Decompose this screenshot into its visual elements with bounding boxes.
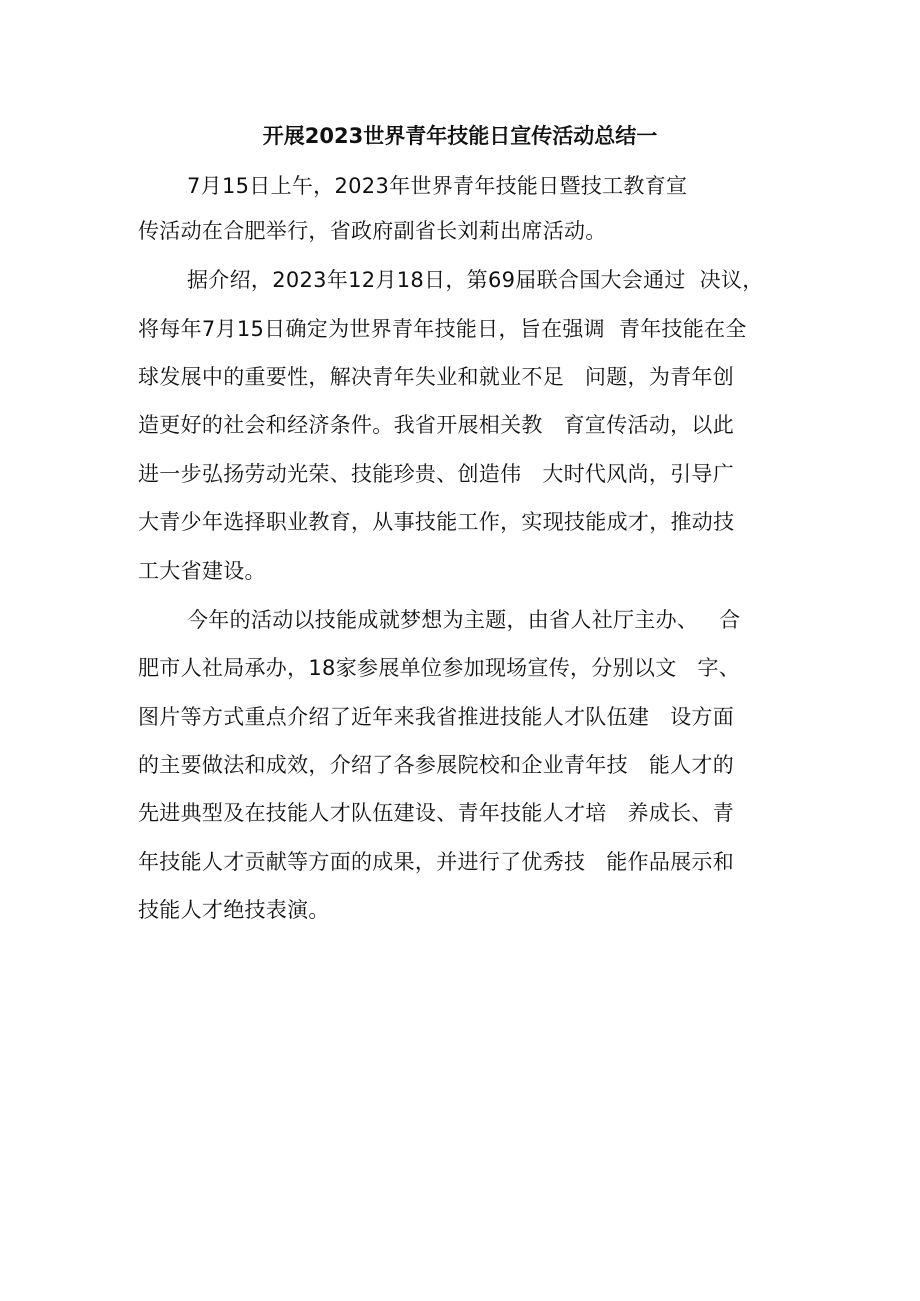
- paragraph-3-line-1: 今年的活动以技能成就梦想为主题，由省人社厅主办、 合: [187, 608, 741, 632]
- paragraph-3-line-4: 的主要做法和成效，介绍了各参展院校和企业青年技 能人才的: [138, 753, 735, 777]
- paragraph-1-line-1: 7月15日上午，2023年世界青年技能日暨技工教育宣: [187, 174, 688, 198]
- paragraph-2-line-7: 工大省建设。: [138, 559, 266, 583]
- paragraph-3-line-7: 技能人才绝技表演。: [138, 898, 330, 922]
- paragraph-2-line-2: 将每年7月15日确定为世界青年技能日，旨在强调 青年技能在全: [138, 317, 747, 341]
- document-title: 开展2023世界青年技能日宣传活动总结一: [262, 124, 658, 148]
- paragraph-3-line-3: 图片等方式重点介绍了近年来我省推进技能人才队伍建 设方面: [138, 705, 735, 729]
- paragraph-1-line-2: 传活动在合肥举行，省政府副省长刘莉出席活动。: [138, 219, 607, 243]
- paragraph-2-line-6: 大青少年选择职业教育，从事技能工作，实现技能成才，推动技: [138, 510, 735, 534]
- paragraph-2-line-4: 造更好的社会和经济条件。我省开展相关教 育宣传活动，以此: [138, 413, 735, 437]
- paragraph-2-line-3: 球发展中的重要性，解决青年失业和就业不足 问题，为青年创: [138, 365, 735, 389]
- paragraph-3-line-2: 肥市人社局承办，18家参展单位参加现场宣传，分别以文 字、: [138, 656, 741, 680]
- paragraph-3-line-6: 年技能人才贡献等方面的成果，并进行了优秀技 能作品展示和: [138, 850, 735, 874]
- paragraph-2-line-1: 据介绍，2023年12月18日，第69届联合国大会通过 决议，: [187, 268, 764, 292]
- paragraph-2-line-5: 进一步弘扬劳动光荣、技能珍贵、创造伟 大时代风尚，引导广: [138, 462, 735, 486]
- paragraph-3-line-5: 先进典型及在技能人才队伍建设、青年技能人才培 养成长、青: [138, 801, 735, 825]
